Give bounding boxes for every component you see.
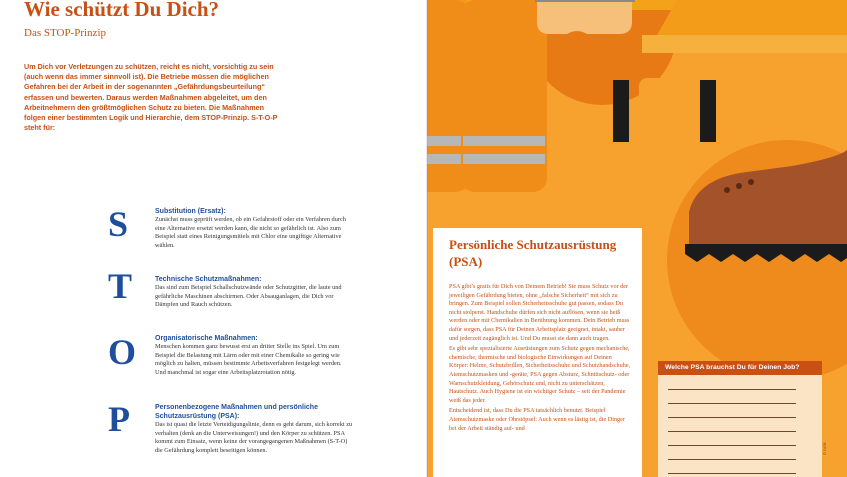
boot-sole xyxy=(685,244,847,254)
psa-body xyxy=(449,283,631,435)
stop-text: Das ist quasi die letzte Verteidigungslinie, denn es geht darum, sich korrekt zu verhalten (denk an die Unterweisungen!) und den Körper zu schützen. PSA kommt zum Einsatz, wenn keine der vorangegangenen Maßnahmen (S-T-O) die Gefährdung komplett beseitigen können. xyxy=(155,421,353,454)
stop-item-substitution xyxy=(155,207,353,250)
stop-item-organisational xyxy=(155,334,353,377)
stop-item-technical xyxy=(155,275,353,310)
stop-item-personal xyxy=(155,403,353,455)
stop-text: Das sind zum Beispiel Schallschutzwände oder Schutzgitter, die laute und gefährliche Maschinen abschirmen. Oder Absauganlagen, die Dich vor Dämpfen und Rauch schützen. xyxy=(155,284,342,309)
psa-title: Persönliche Schutzausrüstung (PSA) xyxy=(449,237,617,269)
goggles-shape xyxy=(537,0,632,34)
write-in-line[interactable] xyxy=(668,389,796,390)
psa-paragraph: Es gibt sehr spezialisierte Ausrüstungen zum Schutz gegen mechanische, chemische, thermische und biologische Einwirkungen auf Deinen Körper: Helme, Schutzbrillen, Sicherheitsschuhe und Schutzhandschuhe, Atemschutzmasken und -geräte, PSA gegen Absturz, Schnittschutz- oder Warnschutzkleidung, Gehörschutz und, nicht zu unterschätzen, Hautschutz. Auch Hygiene ist ein wichtiger Schutz – seit der Pandemie weiß das jeder. xyxy=(449,345,631,404)
stop-letter-t: T xyxy=(108,266,133,306)
write-in-line[interactable] xyxy=(668,431,796,432)
stop-heading: Substitution (Ersatz): xyxy=(155,208,226,215)
stop-heading: Technische Schutzmaßnahmen: xyxy=(155,276,262,283)
credit-note: © DGB xyxy=(822,442,827,455)
helmet-brim xyxy=(642,35,847,53)
ear-protection-shape xyxy=(700,80,716,142)
write-in-line[interactable] xyxy=(668,459,796,460)
stop-letter-p: P xyxy=(108,399,130,439)
stop-letter-o: O xyxy=(108,332,137,372)
stop-text: Menschen kommen ganz bewusst erst an dritter Stelle ins Spiel. Um zum Beispiel die Belastung mit Lärm oder mit einer Chemikalie so gering wie möglich zu halten, müssen bestimmte Arbeitsverfahren festgelegt werden. Und manchmal ist sogar eine Arbeitsplatzrotation nötig. xyxy=(155,343,342,376)
stop-text: Zunächst muss geprüft werden, ob ein Gefahrstoff oder ein Verfahren durch eine Alternative ersetzt werden kann, die nicht so gefährlich ist. Also zum Beispiel statt eines Reinigungsmittels mit Chlor eine ungiftige Alternative wählen. xyxy=(155,216,346,249)
psa-paragraph: PSA gibt’s gratis für Dich von Deinem Betrieb! Sie muss Schutz vor der jeweiligen Gefährdung bieten, ohne „falsche Sicherheit“ mit sich zu bringen. Zum Beispiel sollen Sicherheitsschuhe gut passen, sodass Du nicht stolperst. Handschuhe dürfen sich nicht auflösen, wenn sie heiß werden oder mit Chemikalien in Berührung kommen. Dein Betrieb muss dafür sorgen, dass PSA für Deinen Arbeitsplatz geeignet, intakt, sauber und jederzeit zugänglich ist. Und Du musst sie dann auch tragen. xyxy=(449,283,630,342)
write-in-line[interactable] xyxy=(668,473,796,474)
stop-letter-s: S xyxy=(108,204,129,244)
helmet-shape xyxy=(657,0,847,35)
intro-paragraph: Um Dich vor Verletzungen zu schützen, reicht es nicht, vorsichtig zu sein (auch wenn das immer sinnvoll ist). Die Betriebe müssen die möglichen Gefahren bei der Arbeit in der sogenannten „Gefährdungsbeurteilung“ erfassen und bewerten. Daraus werden Maßnahmen abgeleitet, um den Arbeitnehmern den größtmöglichen Schutz zu bieten. Die Maßnahmen folgen einer bestimmten Logik und Hierarchie, dem STOP-Prinzip. S-T-O-P steht für: xyxy=(24,62,278,133)
page-title: Wie schützt Du Dich? xyxy=(24,0,220,21)
ear-protection-shape xyxy=(613,80,629,142)
write-in-line[interactable] xyxy=(668,445,796,446)
write-in-line[interactable] xyxy=(668,417,796,418)
page-subtitle: Das STOP-Prinzip xyxy=(24,27,106,39)
page-fold xyxy=(426,0,428,477)
goggles-frame xyxy=(535,0,635,2)
psa-paragraph: Entscheidend ist, dass Du die PSA tatsächlich benutzt. Beispiel Atemschutzmaske oder Ohrstöpsel: Auch wenn es lästig ist, die Dinger bei der Arbeit ständig auf- und xyxy=(449,407,625,432)
stop-heading: Personenbezogene Maßnahmen und persönliche Schutzausrüstung (PSA): xyxy=(155,404,318,420)
stop-heading: Organisatorische Maßnahmen: xyxy=(155,335,258,342)
job-worksheet-title: Welche PSA brauchst Du für Deinen Job? xyxy=(658,361,822,375)
reflective-stripe xyxy=(463,136,545,146)
reflective-stripe xyxy=(463,154,545,164)
write-in-line[interactable] xyxy=(668,403,796,404)
ear-protection-cup xyxy=(639,78,694,146)
